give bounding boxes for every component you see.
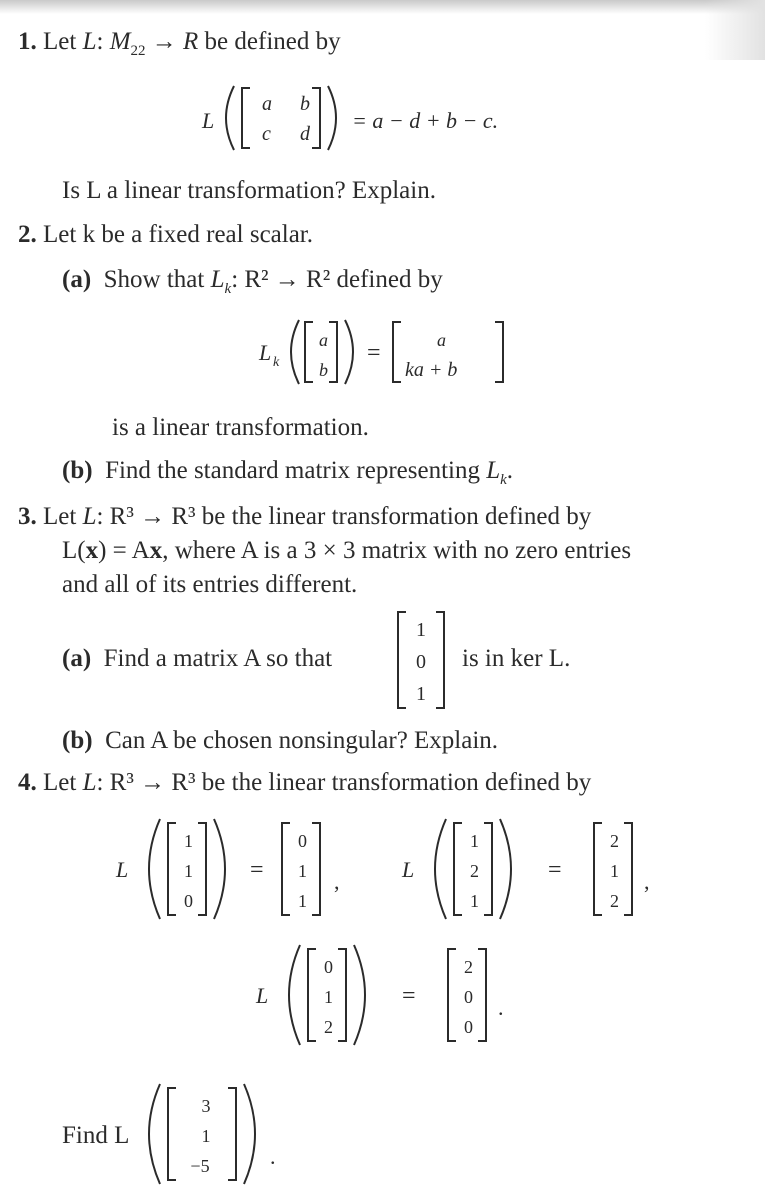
problem-3a: (a) Find a matrix A so that: [62, 645, 333, 672]
problem-4-mapping-1: [112, 815, 372, 923]
vector-entry: 0: [298, 831, 307, 851]
svg-text:=: =: [402, 983, 416, 1009]
problem-1-formula: [190, 78, 610, 158]
problem-4-mapping-2: [398, 815, 678, 923]
svg-text:=: =: [548, 857, 562, 883]
vector-entry: 2: [464, 957, 473, 977]
vector-entry: 1: [416, 683, 426, 705]
function-symbol: L: [202, 108, 215, 133]
function-symbol: L: [402, 857, 415, 882]
vector-entry: 1: [201, 1126, 211, 1146]
problem-4-mapping-3: [252, 941, 532, 1049]
problem-4-intro: 4. Let L: R³ → R³ be the linear transformation defined by: [18, 769, 592, 796]
matrix-entry: b: [300, 93, 310, 115]
problem-1-intro: 1. Let L: $M_{22} \to R$ be defined by: [18, 28, 341, 59]
page-top-shadow: [0, 0, 765, 14]
problem-4-find: Find L: [62, 1122, 130, 1149]
part-label: (a): [62, 266, 92, 293]
vector-entry: 0: [324, 957, 333, 977]
vector-entry: a: [319, 330, 328, 350]
matrix-entry: a: [262, 93, 272, 115]
vector-entry: 3: [201, 1096, 211, 1116]
vector-entry: 2: [470, 861, 479, 881]
matrix-entry: c: [262, 123, 271, 145]
problem-1-question: Is L a linear transformation? Explain.: [62, 177, 436, 204]
vector-entry: 1: [416, 619, 426, 641]
problem-3-line-1: 3. Let L: R³ → R³ be the linear transformation defined by: [18, 503, 592, 530]
svg-text:,: ,: [334, 869, 340, 894]
problem-3-kernel-vector: [394, 608, 464, 712]
vector-entry: ka + b: [405, 359, 458, 381]
formula-rhs: = a − d + b − c.: [352, 108, 499, 133]
vector-entry: 1: [470, 891, 479, 911]
vector-entry: 0: [464, 1017, 473, 1037]
part-label: (b): [62, 457, 93, 484]
vector-entry: b: [319, 360, 328, 380]
svg-text:k: k: [273, 355, 280, 370]
vector-entry: 1: [298, 861, 307, 881]
svg-text:,: ,: [644, 869, 650, 894]
function-symbol: L: [256, 983, 269, 1008]
svg-text:.: .: [498, 995, 504, 1020]
vector-entry: 1: [184, 861, 193, 881]
problem-2a: (a) Show that $L_k$: R² → R² defined by: [62, 266, 443, 297]
vector-entry: 1: [470, 831, 479, 851]
problem-3-line-2: L(x) = Ax, where A is a 3 × 3 matrix with no zero entries: [62, 537, 632, 564]
part-label: (b): [62, 727, 93, 754]
vector-entry: 1: [610, 861, 619, 881]
svg-text:=: =: [250, 857, 264, 883]
vector-entry: 2: [610, 831, 619, 851]
svg-text:.: .: [270, 1144, 276, 1169]
problem-number: 1.: [18, 28, 37, 55]
problem-3-line-3: and all of its entries different.: [62, 571, 358, 598]
vector-entry: a: [437, 330, 446, 350]
problem-number: 4.: [18, 769, 37, 796]
problem-3b: (b) Can A be chosen nonsingular? Explain.: [62, 727, 499, 754]
vector-entry: 2: [324, 1017, 333, 1037]
problem-2-formula: [255, 312, 585, 394]
vector-entry: 1: [298, 891, 307, 911]
vector-entry: 0: [416, 651, 426, 673]
problem-4-find-vector: [136, 1080, 316, 1188]
vector-entry: 2: [610, 891, 619, 911]
vector-entry: 0: [464, 987, 473, 1007]
problem-2-intro: 2. Let k be a fixed real scalar.: [18, 221, 313, 248]
function-symbol: L: [116, 857, 129, 882]
page-corner-shadow: [705, 0, 765, 60]
problem-2a-conclusion: is a linear transformation.: [112, 414, 369, 441]
svg-text:=: =: [367, 340, 381, 366]
problem-3a-end: is in ker L.: [462, 645, 571, 672]
function-symbol: L: [259, 340, 272, 365]
vector-entry: 1: [324, 987, 333, 1007]
problem-2b: (b) Find the standard matrix representing $L_k$.: [62, 457, 514, 488]
vector-entry: −5: [190, 1156, 210, 1176]
vector-entry: 1: [184, 831, 193, 851]
problem-number: 3.: [18, 503, 37, 530]
vector-entry: 0: [184, 891, 193, 911]
part-label: (a): [62, 645, 92, 672]
problem-number: 2.: [18, 221, 37, 248]
matrix-entry: d: [300, 123, 310, 145]
